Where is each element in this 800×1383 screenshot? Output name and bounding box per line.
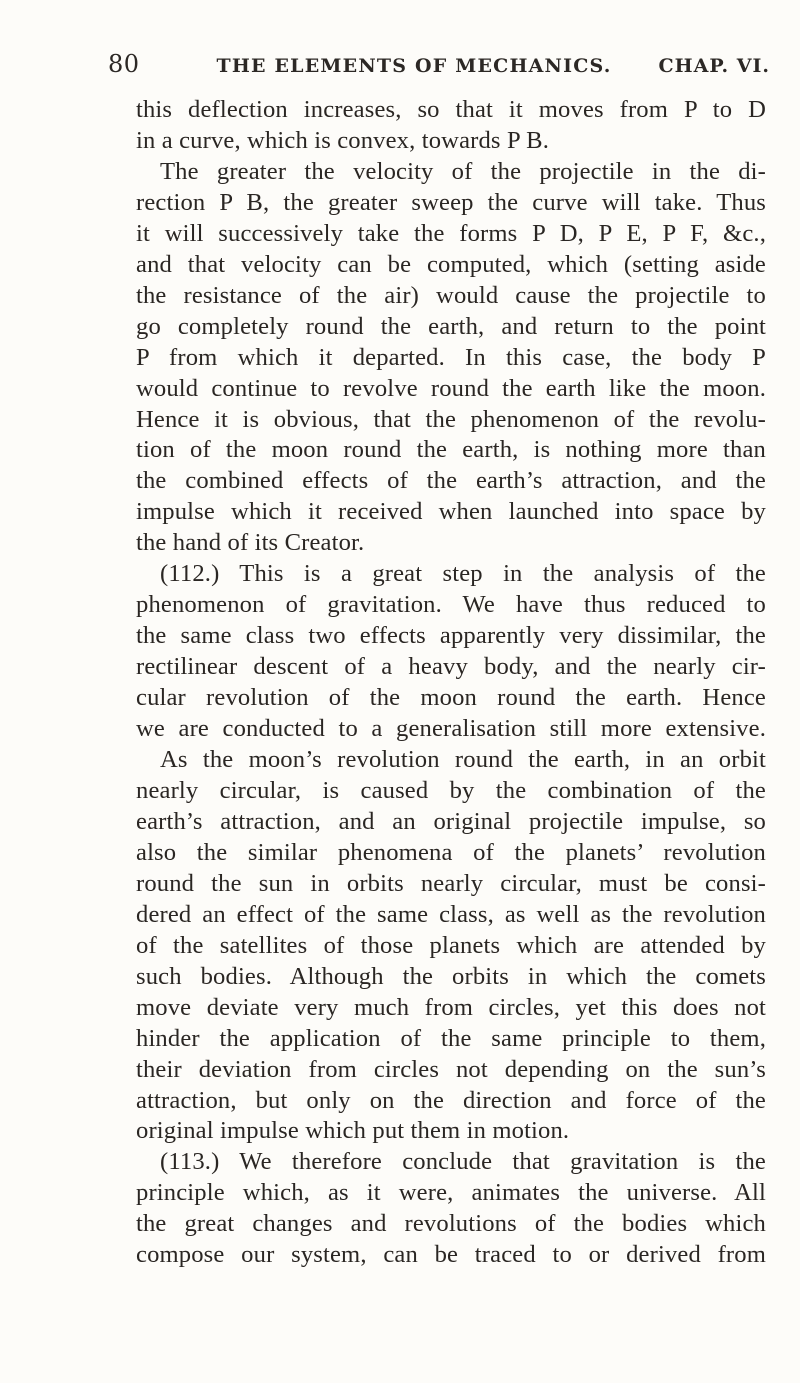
text-line: such bodies. Although the orbits in which the comets <box>136 962 766 990</box>
text-line: would continue to revolve round the earth like the moon. <box>136 374 766 402</box>
text-line: The greater the velocity of the projectile in the di- <box>160 157 766 185</box>
body-text <box>136 95 766 1271</box>
text-line: (112.) This is a great step in the analysis of the <box>160 560 766 588</box>
text-line: their deviation from circles not depending on the sun’s <box>136 1055 766 1083</box>
text-line: the same class two effects apparently very dissimilar, the <box>136 622 766 650</box>
text-line: go completely round the earth, and return to the point <box>136 312 766 340</box>
text-line: hinder the application of the same principle to them, <box>136 1024 766 1052</box>
text-line: tion of the moon round the earth, is nothing more than <box>136 436 766 464</box>
text-line: principle which, as it were, animates the universe. All <box>136 1179 766 1207</box>
chapter-label: CHAP. VI. <box>658 55 770 77</box>
text-line: earth’s attraction, and an original projectile impulse, so <box>136 807 766 835</box>
text-line: also the similar phenomena of the planets’ revolution <box>136 838 766 866</box>
text-line: P from which it departed. In this case, the body P <box>136 343 766 371</box>
text-line: of the satellites of those planets which are attended by <box>136 931 766 959</box>
text-line: original impulse which put them in motion. <box>136 1117 570 1145</box>
text-line: the great changes and revolutions of the bodies which <box>136 1210 766 1238</box>
text-line: and that velocity can be computed, which (setting aside <box>136 250 766 278</box>
text-line: phenomenon of gravitation. We have thus reduced to <box>136 591 766 619</box>
text-line: rectilinear descent of a heavy body, and the nearly cir- <box>136 653 766 681</box>
text-line: this deflection increases, so that it moves from P to D <box>136 96 766 123</box>
text-line: the combined effects of the earth’s attraction, and the <box>136 467 766 495</box>
running-title: THE ELEMENTS OF MECHANICS. <box>216 55 612 77</box>
text-line: (113.) We therefore conclude that gravitation is the <box>160 1148 766 1176</box>
running-head <box>108 50 770 82</box>
text-line: we are conducted to a generalisation still more extensive. <box>136 715 766 743</box>
text-line: move deviate very much from circles, yet this does not <box>136 993 766 1021</box>
text-line: rection P B, the greater sweep the curve will take. Thus <box>136 188 766 216</box>
text-line: dered an effect of the same class, as well as the revolution <box>136 900 766 928</box>
text-line: cular revolution of the moon round the earth. Hence <box>136 684 766 712</box>
text-line: impulse which it received when launched into space by <box>136 498 766 526</box>
text-line: attraction, but only on the direction and force of the <box>136 1086 766 1114</box>
page-number: 80 <box>108 50 140 78</box>
text-line: nearly circular, is caused by the combination of the <box>136 776 766 804</box>
text-line: round the sun in orbits nearly circular, must be consi- <box>136 869 766 897</box>
text-line: the hand of its Creator. <box>136 529 365 557</box>
text-line: the resistance of the air) would cause the projectile to <box>136 281 766 309</box>
text-line: in a curve, which is convex, towards P B. <box>136 126 550 154</box>
text-line: compose our system, can be traced to or derived from <box>136 1241 766 1269</box>
text-line: it will successively take the forms P D, P E, P F, &c., <box>136 219 766 247</box>
text-line: As the moon’s revolution round the earth, in an orbit <box>160 746 766 774</box>
text-line: Hence it is obvious, that the phenomenon of the revolu- <box>136 405 766 433</box>
